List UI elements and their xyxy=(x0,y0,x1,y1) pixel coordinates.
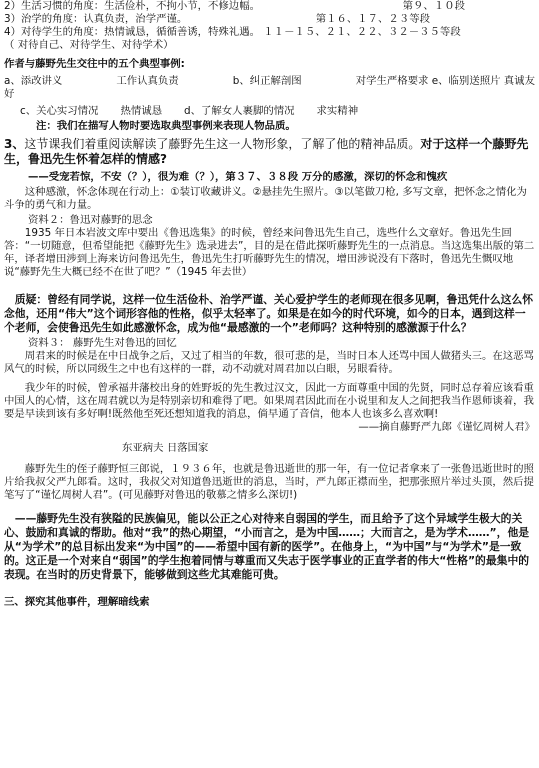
trait-summary: （ 对待自己、对待学生、对待学术） xyxy=(4,39,174,51)
question-3-text: 这节课我们着重阅读解读了藤野先生这一人物形象，了解了他的精神品质。 xyxy=(24,137,421,151)
trait-habits-ref: 第９、１０段 xyxy=(402,0,465,12)
material-3-caption: 东亚病夫 日落国家 xyxy=(122,442,209,454)
event-b: b、纠正解剖图 xyxy=(232,75,302,87)
events-title: 作者与藤野先生交往中的五个典型事例: xyxy=(4,58,185,70)
trait-habits-text: 2）生活习惯的角度：生活俭朴，不拘小节，不修边幅。 xyxy=(4,0,260,12)
trait-line-scholarship xyxy=(4,13,535,26)
events-note: 注：我们在描写人物时要选取典型事例来表现人物品质。 xyxy=(36,120,296,132)
event-c: c、关心实习情况 xyxy=(20,105,99,117)
question-3 xyxy=(4,137,535,167)
events-row-2 xyxy=(4,105,535,118)
question-3-bold: 对于这样一个藤野先生，鲁迅先生怀着怎样的情感? xyxy=(4,137,529,166)
trait-scholarship-text: 3）治学的角度：认真负责，治学严谨。 xyxy=(4,13,188,25)
section-3-heading: 三、探究其他事件，理解暗线索 xyxy=(4,596,150,608)
events-row-1 xyxy=(4,75,535,88)
question-3-answer-2: 这种感激，怀念体现在行动上：①装订收藏讲义。②悬挂先生照片。③以笔做刀枪, 多写文章，把怀念之情化为斗争的勇气和力量。 xyxy=(4,186,527,211)
question-3-label: 3、 xyxy=(4,137,25,151)
trait-scholarship-ref: 第１６、１７、２３等段 xyxy=(315,13,430,25)
event-d-quality: 求实精神 xyxy=(316,105,359,117)
conclusion: ——藤野先生没有狭隘的民族偏见，能以公正之心对待来自弱国的学生，而且给予了这个异域学生极大的关心、鼓励和真诚的帮助。他对“我”的热心期望，“小而言之，是为中国……；大而言之，是为学术……”，他是从“为学术”的总目标出发来“为中国”的——希望中国有新的医学”。在他身上，“为中国”与“为学术”是一致的。这正是一个对来自“弱国”的学生抱着同情与尊重而又失志于医学事业的正直学者的伟大“性格”的最集中的表现。在当时的历史背景下，能够做到这些尤其难能可贵。 xyxy=(4,512,530,581)
trait-line-students: 4）对待学生的角度：热情诚恳，循循善诱，特殊礼遇。 １１－１５、２１、２２、３２－３５等段 xyxy=(4,26,461,38)
material-2-body: 1935 年日本岩波文库中要出《鲁迅选集》的时候，曾经来问鲁迅先生自己，选些什么文章好。鲁迅先生回答：“一切随意，但希望能把《藤野先生》选录进去”，目的是在借此探听藤野先生的一点消息。当这选集出版的第二年，译者增田涉到上海来访问鲁迅先生，鲁迅先生打听藤野先生的情况，增田涉说没有下落时，鲁迅先生慨叹地说“藤野先生大概已经不在世了吧？”（1945 年去世） xyxy=(4,227,535,278)
events-row-1-end: 好 xyxy=(4,88,15,100)
material-3-para-1: 周君来的时候是在中日战争之后，又过了相当的年数，很可悲的是，当时日本人还骂中国人做猪头三。在这恶骂风气的时候，所以同级生之中也有这样的一群，动不动就对周君加以白眼，另眼看待。 xyxy=(4,350,534,375)
question-3-answer-1: ——受宠若惊，不安（？），很为难（？），第３７、３８段 万分的感激，深切的怀念和愧疚 xyxy=(28,171,448,183)
event-d: d、了解女人裹脚的情况 xyxy=(184,105,295,117)
event-b-e: 对学生严格要求 e、临别送照片 真诚友 xyxy=(355,75,535,87)
material-2-title: 资料２：鲁迅对藤野的思念 xyxy=(28,214,153,226)
material-3-para-3: 藤野先生的侄子藤野恒三郎说，１９３６年，也就是鲁迅逝世的那一年，有一位记者拿来了一张鲁迅逝世时的照片给我叔父严九郎看。这时，我叔父对知道鲁迅逝世的消息，当时，严九郎正襟而坐，把那张照片举过头顶，然后提笔写了“谨忆周树人君”。(可见藤野对鲁迅的敬慕之情多么深切!) xyxy=(4,463,534,501)
event-a-quality: 工作认真负责 xyxy=(116,75,179,87)
event-c-quality: 热情诚恳 xyxy=(120,105,163,117)
doubt-question: 质疑：曾经有同学说，这样一位生活俭朴、治学严谨、关心爱护学生的老师现在很多见啊，鲁迅凭什么这么怀念他，还用“伟大”这个词形容他的性格，似乎太轻率了。如果是在如今的时代环境，如今的日本，遇到这样一个老师，会使鲁迅先生如此感激怀念，成为他“最感激的一个”老师吗？这种特别的感激源于什么？ xyxy=(4,293,534,334)
material-3-signature: ——摘自藤野严九郎《谨忆周树人君》 xyxy=(358,421,535,433)
trait-line-habits xyxy=(4,0,535,13)
material-3-para-2: 我少年的时候，曾承福井藩校出身的姓野坂的先生教过汉文，因此一方面尊重中国的先贤，同时总存着应该看重中国人的心情，这在周君就以为是特别亲切和难得了吧。如果周君因此而在小说里和友人之间把我当作恩师谈着，我要是早读到该有多好啊!既然他至死还想知道我的消息，倘早通了音信，他本人也该多么喜欢啊! xyxy=(4,382,534,420)
event-a: a、添改讲义 xyxy=(4,75,63,87)
material-3-title: 资料３： 藤野先生对鲁迅的回忆 xyxy=(28,337,177,349)
